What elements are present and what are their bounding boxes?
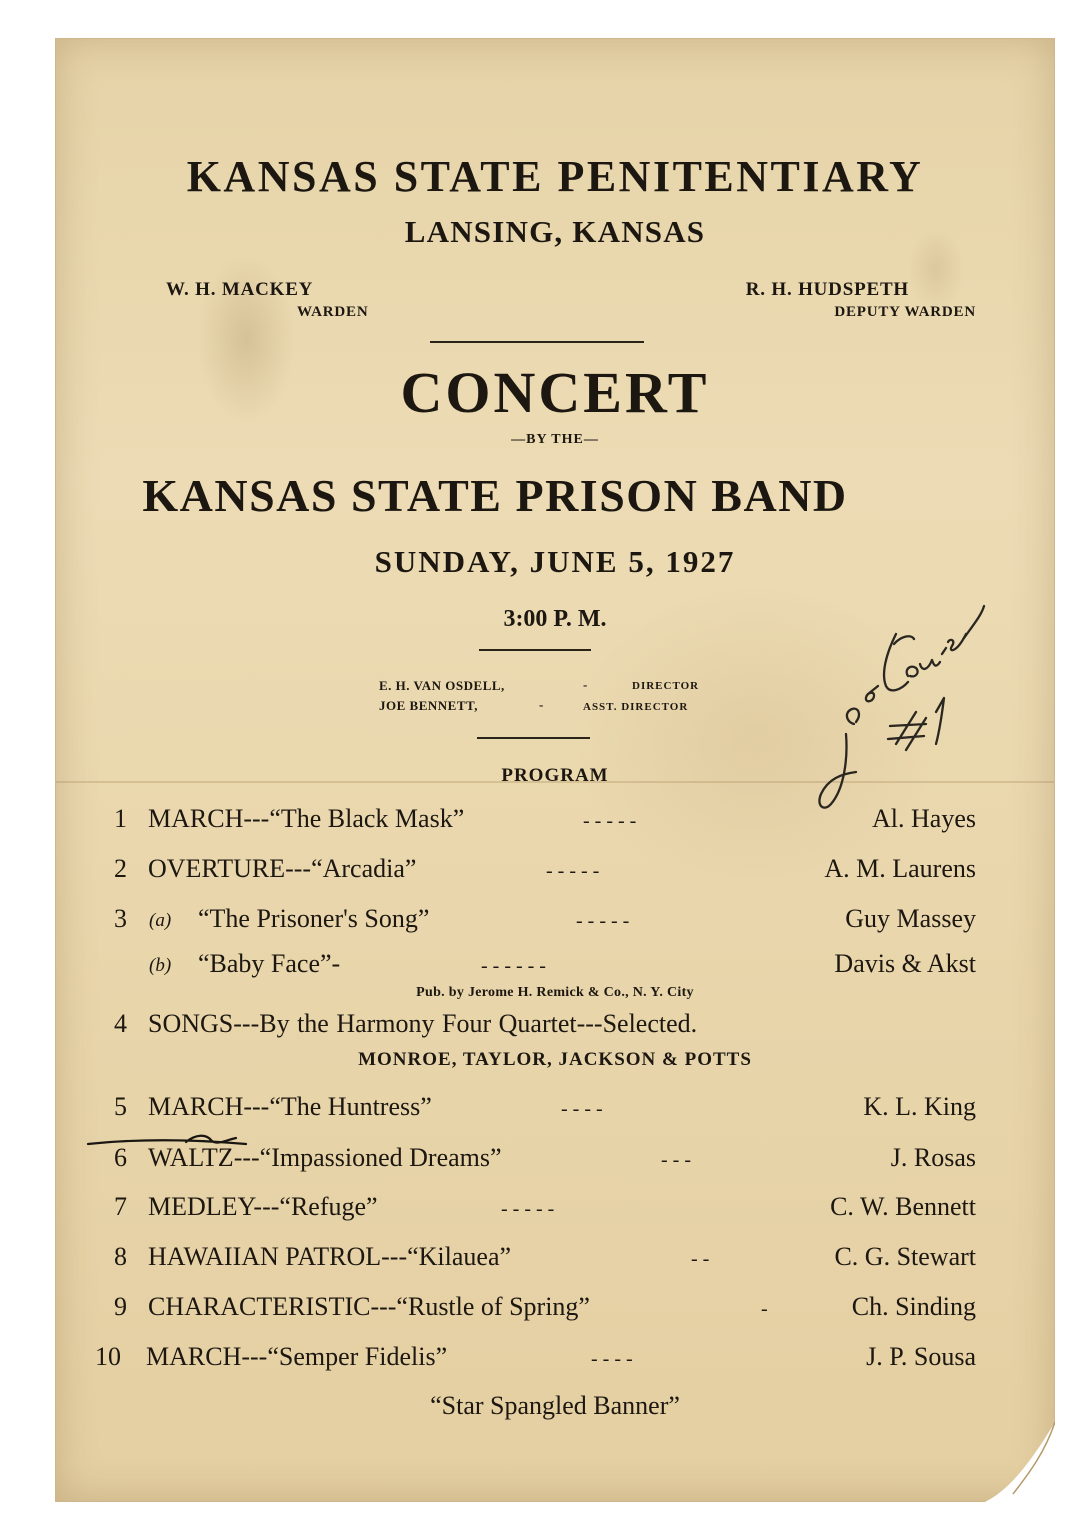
- handwritten-signature: [786, 594, 986, 824]
- piece-title: “The Prisoner's Song”: [198, 904, 430, 933]
- piece-title: OVERTURE---“Arcadia”: [148, 854, 417, 883]
- composer: J. P. Sousa: [866, 1342, 976, 1371]
- piece-title: MARCH---“The Black Mask”: [148, 804, 465, 833]
- program-item: [101, 1192, 976, 1226]
- publisher-note: Pub. by Jerome H. Remick & Co., N. Y. City: [416, 985, 694, 1000]
- program-heading: PROGRAM: [501, 765, 609, 786]
- sub-marker: (a): [149, 910, 172, 931]
- concert-title: CONCERT: [400, 360, 710, 425]
- director-dash: -: [583, 677, 588, 692]
- piece-title: “Baby Face”-: [198, 949, 341, 978]
- location-subtitle: LANSING, KANSAS: [404, 214, 706, 249]
- composer: Davis & Akst: [834, 949, 976, 978]
- piece-title: HAWAIIAN PATROL---“Kilauea”: [148, 1242, 512, 1271]
- director-name: E. H. VAN OSDELL,: [379, 678, 505, 693]
- composer: C. W. Bennett: [830, 1192, 976, 1221]
- quartet-members: MONROE, TAYLOR, JACKSON & POTTS: [358, 1049, 752, 1070]
- closing-anthem: “Star Spangled Banner”: [430, 1391, 680, 1420]
- divider: [430, 341, 644, 343]
- leader-dots: - - - -: [561, 1098, 603, 1120]
- composer: C. G. Stewart: [834, 1242, 976, 1271]
- institution-title: KANSAS STATE PENITENTIARY: [186, 152, 924, 201]
- program-item: [95, 1342, 976, 1376]
- asst-director-name: JOE BENNETT,: [379, 698, 478, 713]
- piece-title: CHARACTERISTIC---“Rustle of Spring”: [148, 1292, 590, 1321]
- concert-date: SUNDAY, JUNE 5, 1927: [374, 544, 736, 579]
- asst-director-dash: -: [539, 697, 544, 712]
- program-item: [101, 949, 976, 983]
- by-line: —BY THE—: [511, 432, 599, 447]
- concert-program-sheet: [55, 38, 1055, 1502]
- program-item: [101, 1292, 976, 1326]
- deputy-warden-name: R. H. HUDSPETH: [745, 279, 909, 300]
- deputy-warden-title: DEPUTY WARDEN: [834, 304, 976, 320]
- folded-corner: [985, 1422, 1055, 1502]
- item-number: 9: [114, 1292, 127, 1321]
- leader-dots: - -: [691, 1248, 710, 1270]
- program-item: [101, 1092, 976, 1126]
- item-number: 2: [114, 854, 127, 883]
- composer: J. Rosas: [890, 1143, 976, 1172]
- piece-title: MEDLEY---“Refuge”: [148, 1192, 378, 1221]
- leader-dots: - - - - -: [583, 810, 637, 832]
- item-number: 7: [114, 1192, 127, 1221]
- piece-title: MARCH---“The Huntress”: [148, 1092, 432, 1121]
- leader-dots: -: [761, 1298, 768, 1320]
- composer: Guy Massey: [845, 904, 976, 933]
- composer: K. L. King: [863, 1092, 976, 1121]
- item-number: 5: [114, 1092, 127, 1121]
- pen-underline-mark: [86, 1132, 286, 1162]
- composer: Ch. Sinding: [851, 1292, 976, 1321]
- leader-dots: - - - - -: [501, 1198, 555, 1220]
- asst-director-role: ASST. DIRECTOR: [583, 701, 689, 713]
- item-number: 1: [114, 804, 127, 833]
- leader-dots: - - - - -: [546, 860, 600, 882]
- program-item: [101, 1242, 976, 1276]
- item-number: 4: [114, 1009, 127, 1038]
- composer: Al. Hayes: [872, 804, 976, 833]
- sub-marker: (b): [149, 955, 172, 976]
- program-item: [101, 854, 976, 888]
- leader-dots: - - -: [661, 1149, 691, 1171]
- warden-name: W. H. MACKEY: [166, 279, 314, 300]
- item-number: 3: [114, 904, 127, 933]
- leader-dots: - - - -: [591, 1348, 633, 1370]
- item-number: 6: [114, 1143, 127, 1172]
- item-number: 8: [114, 1242, 127, 1271]
- concert-time: 3:00 P. M.: [503, 606, 607, 632]
- piece-title: MARCH---“Semper Fidelis”: [146, 1342, 448, 1371]
- composer: A. M. Laurens: [824, 854, 976, 883]
- warden-title: WARDEN: [297, 304, 369, 320]
- leader-dots: - - - - - -: [481, 955, 546, 977]
- divider: [477, 737, 590, 739]
- item-number: 10: [95, 1342, 121, 1371]
- director-role: DIRECTOR: [632, 680, 700, 692]
- program-item: [101, 904, 976, 938]
- piece-title: WALTZ---“Impassioned Dreams”: [148, 1143, 502, 1172]
- band-name: KANSAS STATE PRISON BAND: [142, 470, 848, 521]
- program-item: [101, 1009, 976, 1043]
- piece-title: SONGS---By the Harmony Four Quartet---Selected.: [148, 1009, 698, 1038]
- divider: [479, 649, 591, 651]
- leader-dots: - - - - -: [576, 910, 630, 932]
